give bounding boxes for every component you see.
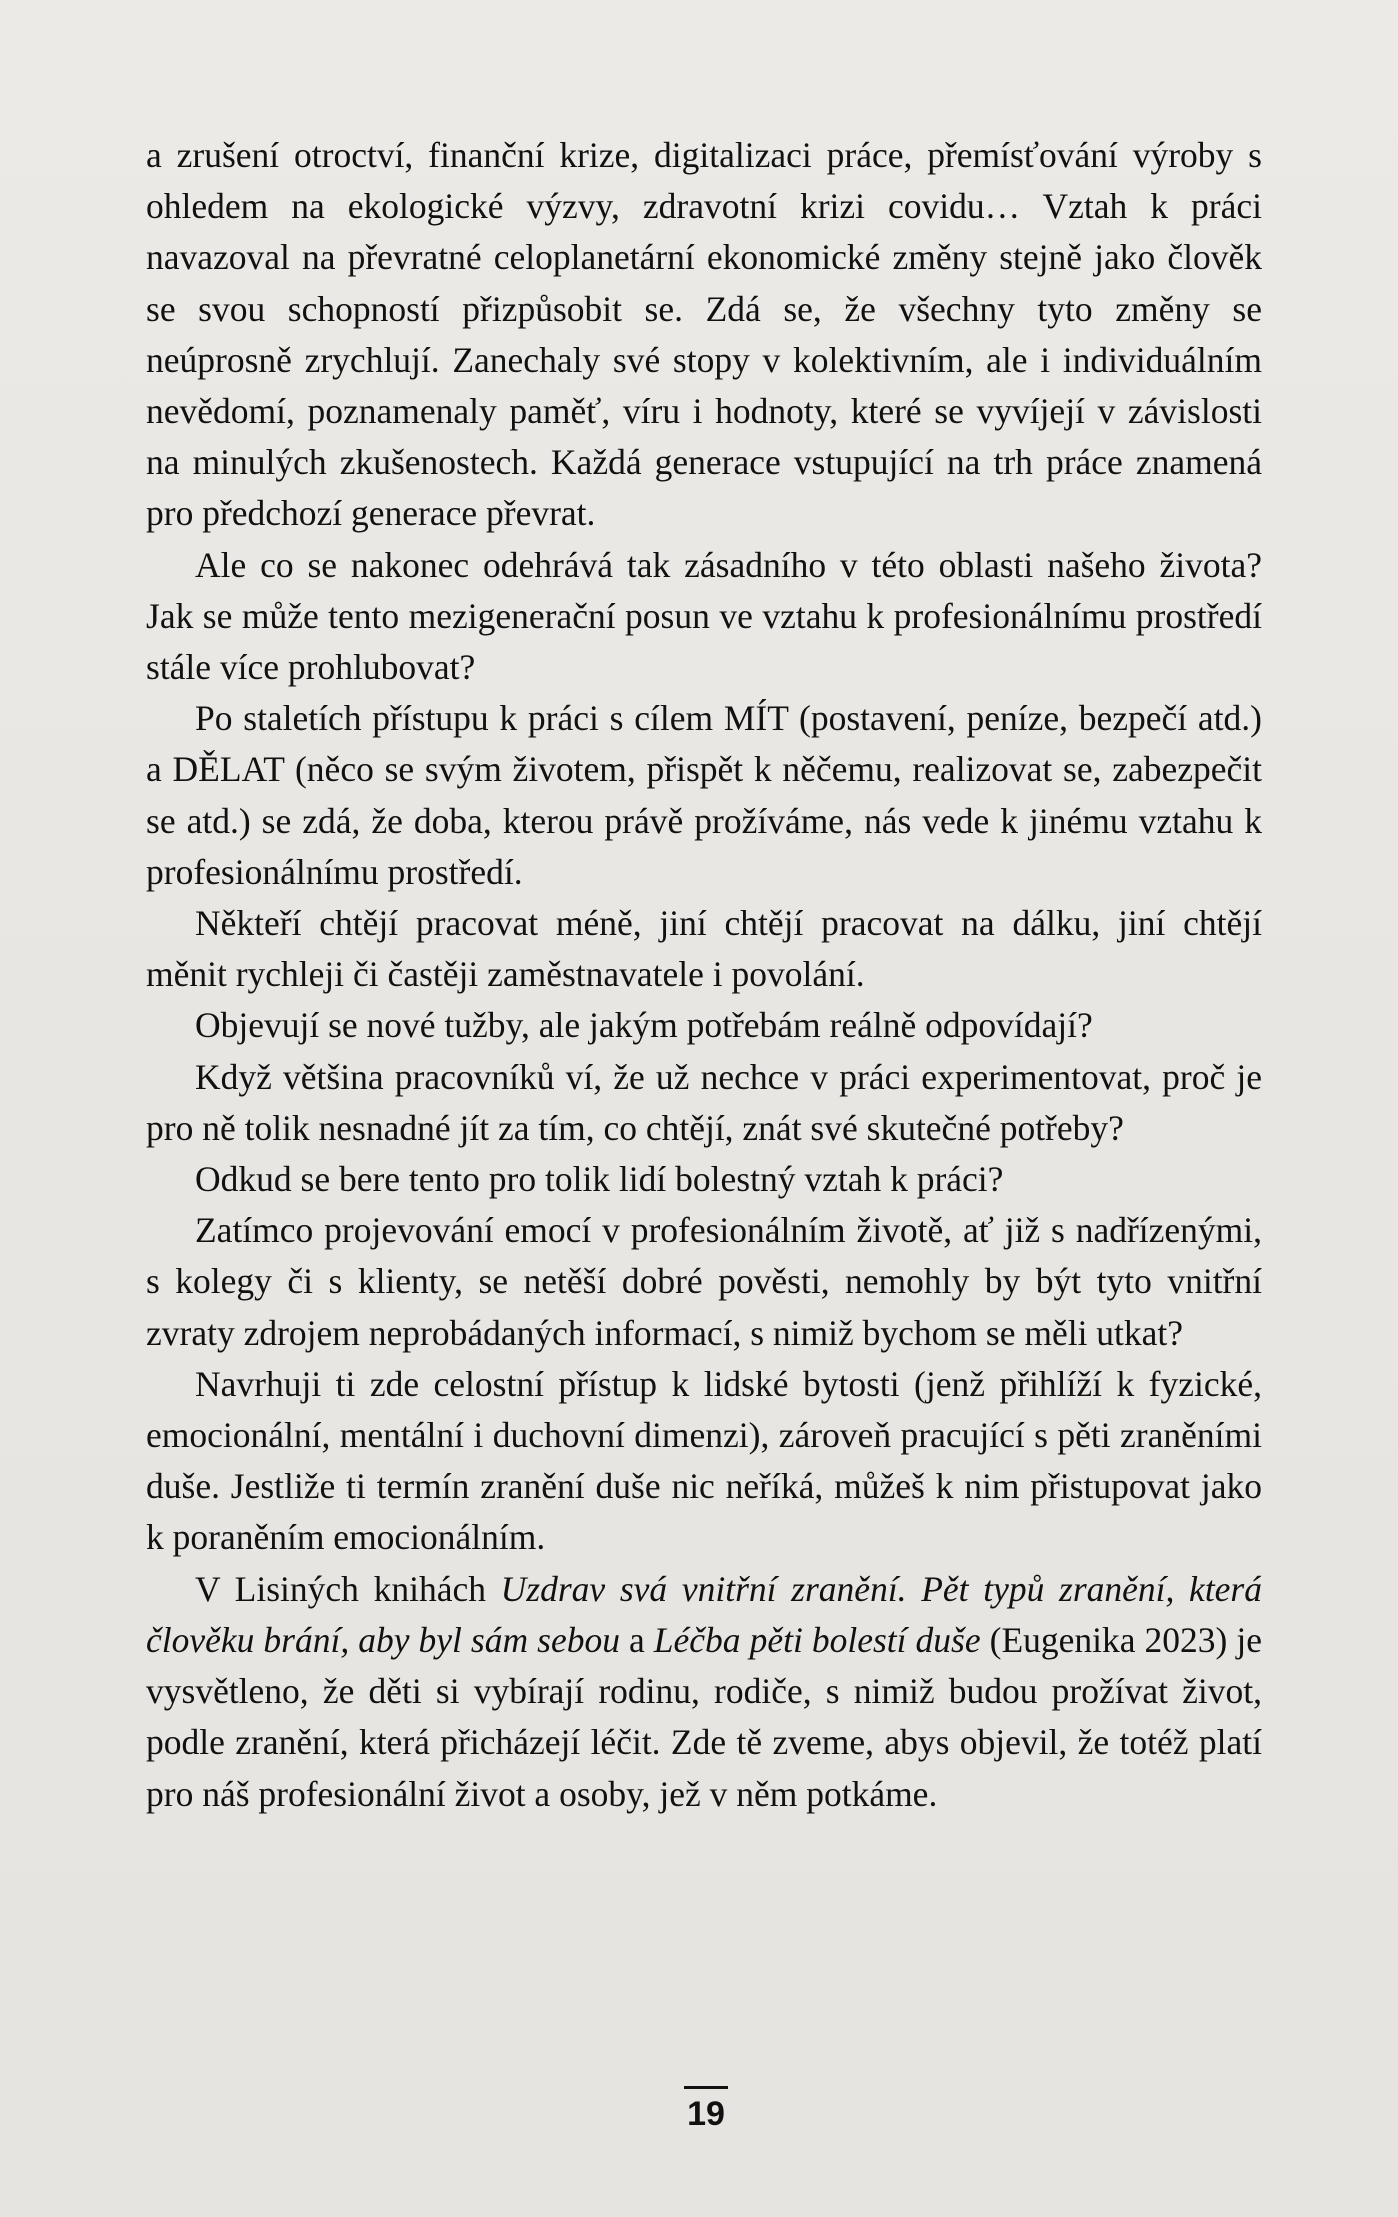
paragraph-5-text: Objevují se nové tužby, ale jakým potřebám reálně odpovídají? bbox=[195, 1005, 1093, 1046]
paragraph-4 bbox=[146, 898, 1262, 1000]
paragraph-8-text: Zatímco projevování emocí v profesionálním životě, ať již s nadřízenými, s kolegy či s klienty, se netěší dobré pověsti, nemohly by být tyto vnitřní zvraty zdrojem neprobádaných informací, s nimiž bychom se měli utkat? bbox=[146, 1210, 1262, 1353]
page-number: 19 bbox=[687, 2095, 725, 2133]
paragraph-7-text: Odkud se bere tento pro tolik lidí bolestný vztah k práci? bbox=[195, 1159, 1004, 1200]
paragraph-2-text: Ale co se nakonec odehrává tak zásadního v této oblasti našeho života? Jak se může tento mezigenerační posun ve vztahu k profesionálnímu prostředí stále více prohlubovat? bbox=[146, 544, 1262, 688]
paragraph-3-text: Po staletích přístupu k práci s cílem MÍT (postavení, peníze, bezpečí atd.) a DĚLAT (něco se svým životem, přispět k něčemu, realizovat se, zabezpečit se atd.) se zdá, že doba, kterou právě prožíváme, nás vede k jinému vztahu k profesionálnímu prostředí. bbox=[146, 698, 1262, 892]
paragraph-2 bbox=[146, 540, 1262, 694]
paragraph-3 bbox=[146, 693, 1262, 898]
paragraph-10-text-conjunction: a bbox=[619, 1619, 654, 1660]
paragraph-6 bbox=[146, 1052, 1262, 1154]
paragraph-10-text-rest: (Eugenika 2023) je vysvětleno, že děti si vybírají rodinu, rodiče, s nimiž budou prožívat život, podle zranění, která přicházejí léčit. Zde tě zveme, abys objevil, že totéž platí pro náš profesionální život a osoby, jež v něm potkáme. bbox=[146, 1619, 1263, 1814]
page-number-rule bbox=[684, 2086, 728, 2089]
paragraph-1 bbox=[146, 130, 1262, 540]
book-title-uzdrav: Uzdrav svá vnitřní zranění. Pět typů zranění, která člověku brání, aby byl sám sebou bbox=[146, 1568, 1262, 1660]
paragraph-9-text: Navrhuji ti zde celostní přístup k lidské bytosti (jenž přihlíží k fyzické, emocionální, mentální i duchovní dimenzi), zároveň pracující s pěti zraněními duše. Jestliže ti termín zranění duše nic neříká, můžeš k nim přistupovat jako k poraněním emocionálním. bbox=[146, 1363, 1262, 1558]
paragraph-9 bbox=[146, 1359, 1262, 1564]
paragraph-8 bbox=[146, 1205, 1262, 1359]
paragraph-7 bbox=[146, 1154, 1262, 1205]
paragraph-4-text: Někteří chtějí pracovat méně, jiní chtějí pracovat na dálku, jiní chtějí měnit rychleji či častěji zaměstnavatele i povolání. bbox=[146, 903, 1262, 995]
paragraph-5 bbox=[146, 1000, 1262, 1051]
paragraph-10 bbox=[146, 1564, 1262, 1820]
paragraph-10-text-intro: V Lisiných knihách bbox=[195, 1568, 501, 1609]
paragraph-1-text: a zrušení otroctví, finanční krize, digitalizaci práce, přemísťování výroby s ohledem na ekologické výzvy, zdravotní krizi covidu… Vztah k práci navazoval na převratné celoplanetární ekonomické změny stejně jako člověk se svou schopností přizpůsobit se. Zdá se, že všechny tyto změny se neúprosně zrychlují. Zanechaly své stopy v kolektivním, ale i individuálním nevědomí, poznamenaly paměť, víru i hodnoty, které se vyvíjejí v závislosti na minulých zkušenostech. Každá generace vstupující na trh práce znamená pro předchozí generace převrat. bbox=[146, 135, 1262, 534]
paragraph-6-text: Když většina pracovníků ví, že už nechce v práci experimentovat, proč je pro ně tolik nesnadné jít za tím, co chtějí, znát své skutečné potřeby? bbox=[146, 1056, 1262, 1148]
body-text bbox=[146, 130, 1262, 1820]
book-title-lecba: Léčba pěti bolestí duše bbox=[653, 1619, 981, 1660]
